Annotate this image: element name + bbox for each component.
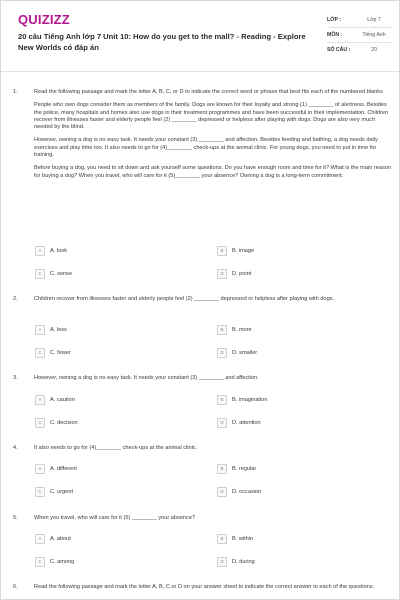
- option-text: A. less: [50, 327, 67, 333]
- option-key-box: C: [35, 557, 45, 567]
- option-text: D. point: [232, 271, 252, 277]
- meta-label: SỐ CÂU :: [327, 47, 351, 53]
- option-key-box: A: [35, 534, 45, 544]
- option-c[interactable]: [35, 348, 71, 358]
- option-c[interactable]: [35, 269, 72, 279]
- question-1: [13, 89, 393, 186]
- option-key-box: C: [35, 348, 45, 358]
- meta-value: Lớp 7: [367, 17, 381, 23]
- option-text: A. caution: [50, 397, 75, 403]
- question-number: 6.: [13, 584, 18, 590]
- option-text: A. different: [50, 466, 77, 472]
- option-c[interactable]: [35, 557, 74, 567]
- question-5: [13, 515, 393, 522]
- option-b[interactable]: [217, 395, 267, 405]
- option-key-box: B: [217, 534, 227, 544]
- option-key-box: D: [217, 269, 227, 279]
- option-c[interactable]: [35, 418, 78, 428]
- option-a[interactable]: [35, 325, 67, 335]
- document-title: 20 câu Tiếng Anh lớp 7 Unit 10: How do you get to the mall? - Reading - Explore New Worlds có đáp án: [18, 32, 306, 52]
- question-2: [13, 296, 393, 303]
- option-key-box: C: [35, 487, 45, 497]
- question-number: 1.: [13, 89, 18, 95]
- option-key-box: D: [217, 348, 227, 358]
- option-b[interactable]: [217, 534, 253, 544]
- passage-paragraph: People who own dogs consider them as members of the family. Dogs are known for their loyalty and strong (1) ________ of alertness. Besides the police, many hospitals and homes also use dogs in their treatment programmes and have been successful in their implementation. Children recover from illnesses faster and elderly people feel (2) ________ depressed or helpless after playing with dogs. Dogs are also very much needed by the blind.: [34, 102, 389, 131]
- question-number: 4.: [13, 445, 18, 451]
- option-a[interactable]: [35, 395, 75, 405]
- question-number: 2.: [13, 296, 18, 302]
- option-text: A. look: [50, 248, 68, 254]
- meta-row-count: [327, 46, 392, 57]
- option-a[interactable]: [35, 246, 67, 256]
- option-text: C. sense: [50, 271, 73, 277]
- question-text: Children recover from illnesses faster and elderly people feel (2) ________ depressed or helpless after playing with dogs.: [34, 296, 335, 302]
- option-key-box: A: [35, 395, 45, 405]
- option-text: B. more: [232, 327, 252, 333]
- option-text: A. about: [50, 536, 71, 542]
- question-6: [13, 584, 393, 591]
- option-text: C. among: [50, 559, 75, 565]
- option-text: C. fewer: [50, 350, 71, 356]
- option-b[interactable]: [217, 325, 252, 335]
- option-d[interactable]: [217, 269, 251, 279]
- option-text: B. within: [232, 536, 254, 542]
- passage-paragraph: However, owning a dog is no easy task. It needs your constant (3) ________ and affection. Besides feeding and bathing, a dog needs daily exercises and play time too. It also needs to go for (4)________ check-ups at the animal clinic. For young dogs, you need to put in time for training.: [34, 137, 378, 159]
- meta-row-subject: [327, 31, 392, 43]
- option-text: D. smaller: [232, 350, 258, 356]
- meta-value: 20: [371, 47, 377, 53]
- question-text: It also needs to go for (4)________ check-ups at the animal clinic.: [34, 445, 198, 451]
- option-c[interactable]: [35, 487, 73, 497]
- option-d[interactable]: [217, 418, 261, 428]
- question-text: When you travel, who will care for it (5) ________ your absence?: [34, 515, 196, 521]
- question-text: Read the following passage and mark the letter A, B, C or D on your answer sheet to indicate the correct answer to each of the questions.: [34, 584, 375, 590]
- worksheet-header: [1, 1, 399, 72]
- passage-paragraph: Before buying a dog, you need to sit down and ask yourself some questions. Do you have enough room and time for it? What is the main reason for buying a dog? When you travel, who will care for it (5)________ your absence? Owning a dog is a long-term commitment.: [34, 165, 391, 179]
- option-text: C. decision: [50, 420, 78, 426]
- meta-table: [327, 16, 392, 60]
- question-number: 5.: [13, 515, 18, 521]
- question-3: [13, 375, 393, 382]
- option-text: D. during: [232, 559, 255, 565]
- option-text: B. imagination: [232, 397, 268, 403]
- option-key-box: C: [35, 269, 45, 279]
- option-key-box: A: [35, 464, 45, 474]
- question-instruction: Read the following passage and mark the letter A, B, C, or D to indicate the correct word or phrase that best fits each of the numbered blanks: [34, 89, 383, 95]
- option-key-box: B: [217, 246, 227, 256]
- option-text: D. occasion: [232, 489, 262, 495]
- option-text: B. regular: [232, 466, 257, 472]
- option-d[interactable]: [217, 348, 257, 358]
- option-b[interactable]: [217, 464, 256, 474]
- meta-row-class: [327, 16, 392, 28]
- option-key-box: B: [217, 325, 227, 335]
- option-a[interactable]: [35, 534, 71, 544]
- option-key-box: B: [217, 464, 227, 474]
- option-key-box: D: [217, 557, 227, 567]
- option-key-box: A: [35, 325, 45, 335]
- question-4: [13, 445, 393, 452]
- option-key-box: D: [217, 487, 227, 497]
- option-key-box: B: [217, 395, 227, 405]
- option-key-box: A: [35, 246, 45, 256]
- quizizz-logo[interactable]: QUIZIZZ: [18, 12, 70, 27]
- option-d[interactable]: [217, 557, 255, 567]
- meta-label: LỚP :: [327, 17, 342, 23]
- option-text: B. image: [232, 248, 255, 254]
- option-d[interactable]: [217, 487, 261, 497]
- question-number: 3.: [13, 375, 18, 381]
- option-text: D. attention: [232, 420, 261, 426]
- option-b[interactable]: [217, 246, 254, 256]
- option-key-box: D: [217, 418, 227, 428]
- option-a[interactable]: [35, 464, 77, 474]
- meta-value: Tiếng Anh: [362, 32, 386, 38]
- option-key-box: C: [35, 418, 45, 428]
- meta-label: MÔN :: [327, 32, 343, 38]
- option-text: C. urgent: [50, 489, 74, 495]
- question-text: However, owning a dog is no easy task. It needs your constant (3) ________ and affection.: [34, 375, 259, 381]
